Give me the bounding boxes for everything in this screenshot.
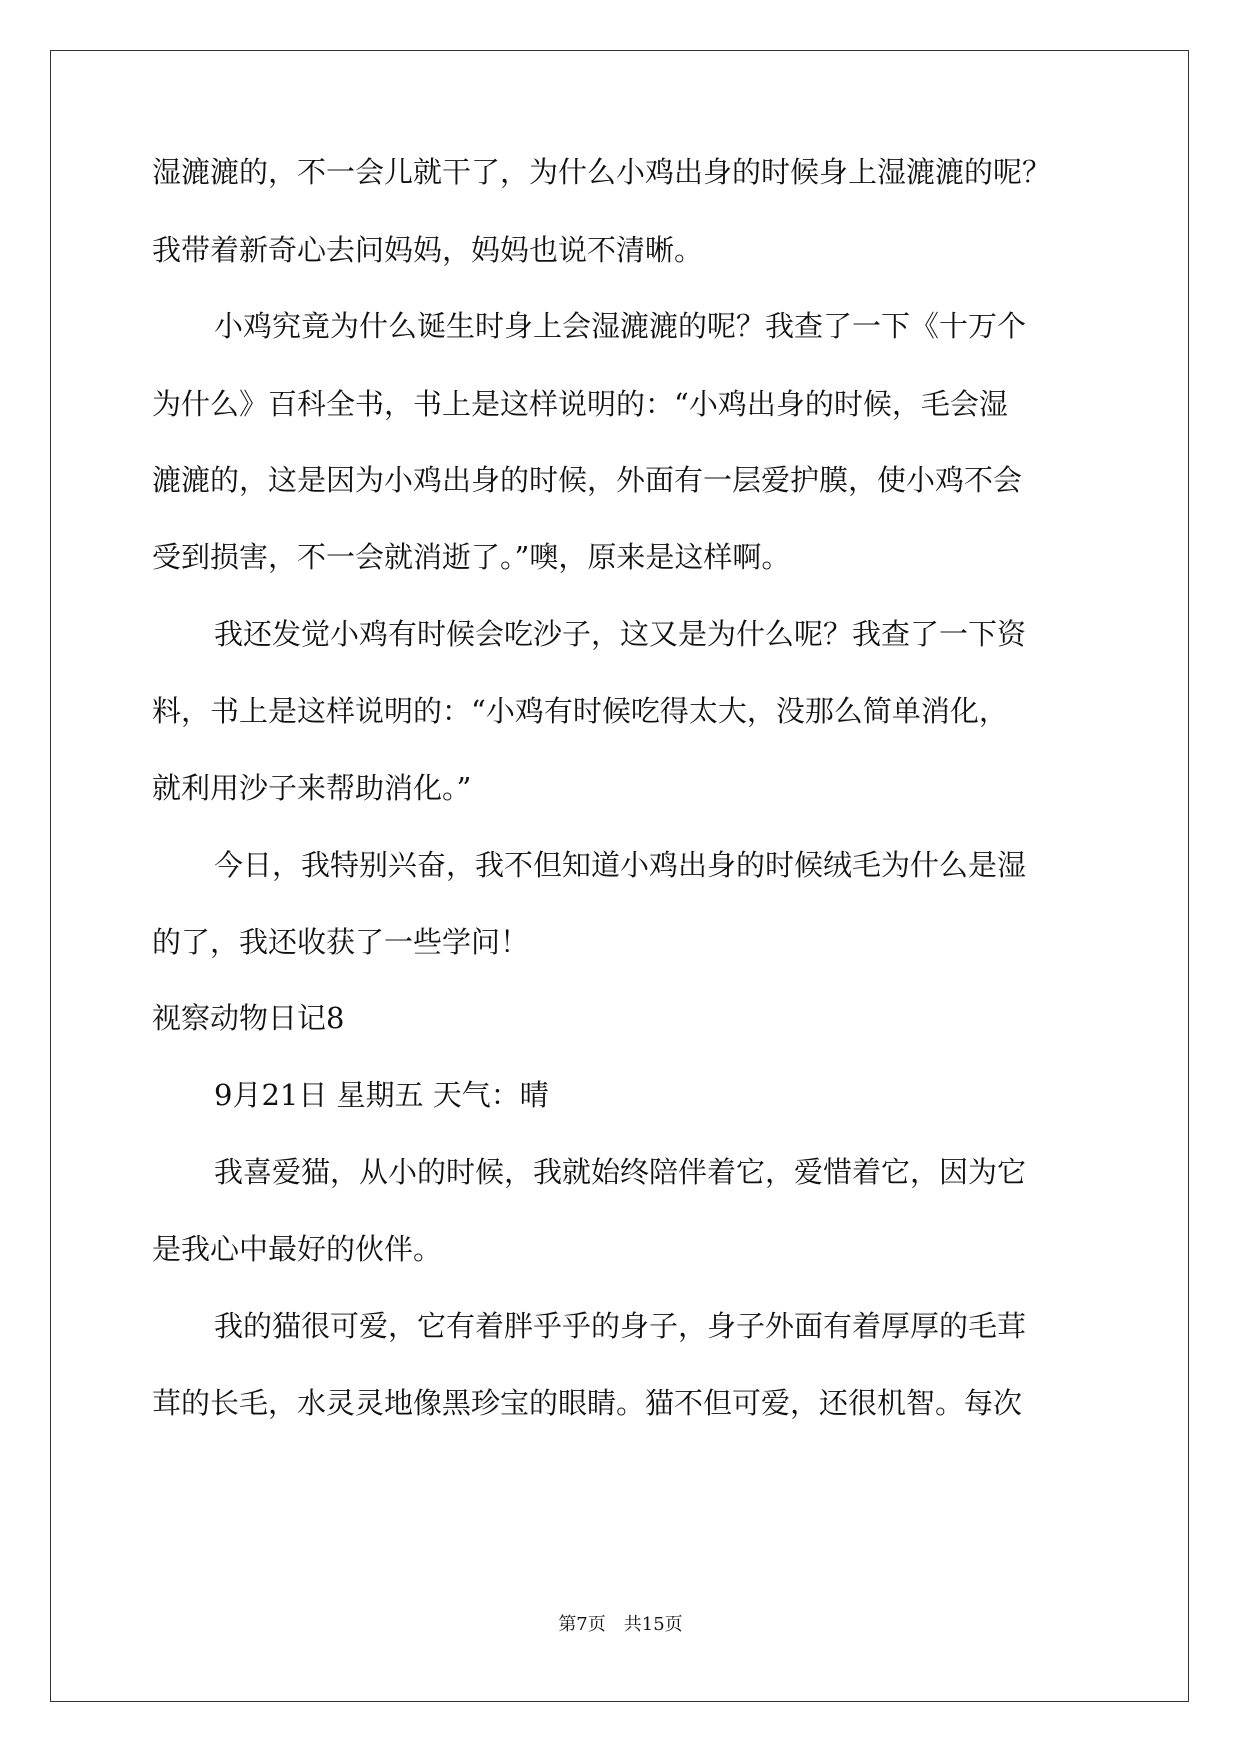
text-line: 的了，我还收获了一些学问！ (152, 925, 530, 959)
text-line: 湿漉漉的，不一会儿就干了，为什么小鸡出身的时候身上湿漉漉的呢？ (152, 155, 1052, 189)
paragraph-start: 我的猫很可爱，它有着胖乎乎的身子，身子外面有着厚厚的毛茸 (214, 1309, 1027, 1343)
text-line: 料，书上是这样说明的：“小鸡有时候吃得太大，没那么简单消化， (152, 694, 1008, 728)
text-line: 我带着新奇心去问妈妈，妈妈也说不清晰。 (152, 233, 704, 267)
text-line: 漉漉的，这是因为小鸡出身的时候，外面有一层爱护膜，使小鸡不会 (152, 463, 1023, 497)
text-line: 受到损害，不一会就消逝了。”噢，原来是这样啊。 (152, 540, 791, 574)
text-line: 是我心中最好的伙伴。 (152, 1232, 443, 1266)
paragraph-start: 我喜爱猫，从小的时候，我就始终陪伴着它，爱惜着它，因为它 (214, 1155, 1027, 1189)
diary-date-line: 9月21日 星期五 天气：晴 (214, 1078, 549, 1112)
page-footer: 第7页 共15页 (558, 1614, 683, 1635)
section-heading: 视察动物日记8 (152, 1001, 345, 1035)
text-line: 茸的长毛，水灵灵地像黑珍宝的眼睛。猫不但可爱，还很机智。每次 (152, 1386, 1023, 1420)
text-line: 就利用沙子来帮助消化。” (152, 771, 472, 805)
paragraph-start: 我还发觉小鸡有时候会吃沙子，这又是为什么呢？我查了一下资 (214, 617, 1027, 651)
paragraph-start: 小鸡究竟为什么诞生时身上会湿漉漉的呢？我查了一下《十万个 (214, 309, 1027, 343)
paragraph-start: 今日，我特别兴奋，我不但知道小鸡出身的时候绒毛为什么是湿 (214, 848, 1027, 882)
text-line: 为什么》百科全书，书上是这样说明的：“小鸡出身的时候，毛会湿 (152, 387, 1008, 421)
